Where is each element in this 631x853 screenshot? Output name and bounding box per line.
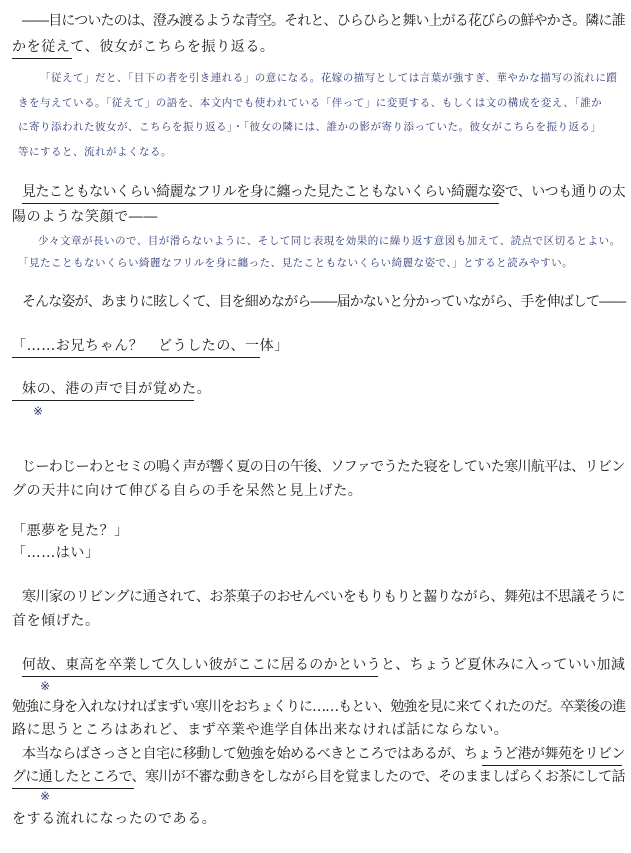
annotation-mark: ※ [33, 404, 44, 418]
editor-note-2-line-1: 少々文章が長いので、目が滑らないように、そして同じ表現を効果的に繰り返す意図も加えて、読点で区切るとよい。 [38, 235, 621, 247]
paragraph-6-line-2: グの天井に向けて伸びる自らの手を呆然と見上げた。 [12, 483, 363, 499]
underline [12, 357, 260, 358]
annotation-mark: ※ [40, 679, 51, 693]
paragraph-9-line-1: 寒川家のリビングに通されて、お茶菓子のおせんべいをもりもりと齧りながら、舞苑は不思議そうに [22, 589, 625, 605]
paragraph-2-line-2: 陽のような笑顔で―― [12, 209, 158, 225]
paragraph-11-line-1: 本当ならばさっさと自宅に移動して勉強を始めるべきところではあるが、ちょうど港が舞苑をリビン [22, 746, 625, 762]
paragraph-10-line-2: 勉強に身を入れなければまずい寒川をおちょくりに……もとい、勉強を見に来てくれたのだ。卒業後の進 [12, 699, 626, 715]
dialogue-line-1: 「……お兄ちゃん？ どうしたの、一体」 [12, 338, 289, 354]
paragraph-11-line-3: をする流れになったのである。 [12, 811, 217, 827]
editor-note-1-line-1: 「従えて」だと、「目下の者を引き連れる」の意になる。花嫁の描写としては言葉が強すぎ、華やかな描写の流れに躓 [40, 72, 618, 84]
annotation-mark: ※ [40, 789, 51, 803]
dialogue-line-3: 「……はい」 [12, 545, 100, 561]
paragraph-1-line-1: ――目についたのは、澄み渡るような青空。それと、ひらひらと舞い上がる花びらの鮮やかさ。隣に誰 [22, 13, 625, 29]
underline [12, 58, 72, 59]
paragraph-10-line-1: 何故、東高を卒業して久しい彼がここに居るのかというと、ちょうど夏休みに入っていい加減 [22, 657, 626, 673]
underline [482, 765, 622, 766]
paragraph-11-line-2: グに通したところで、寒川が不審な動きをしながら目を覚ましたので、そのまましばらくお茶にして話 [12, 769, 625, 785]
editor-note-1-line-3: に寄り添われた彼女が、こちらを振り返る」・「彼女の隣には、誰かの影が寄り添っていた。彼女がこちらを振り返る」 [18, 121, 602, 133]
underline [12, 788, 134, 789]
paragraph-2-line-1: 見たこともないくらい綺麗なフリルを身に纏った見たこともないくらい綺麗な姿で、いつも通りの太 [22, 184, 626, 200]
underline [22, 203, 499, 204]
dialogue-line-2: 「悪夢を見た？」 [12, 523, 129, 539]
editor-note-1-line-4: 等にすると、流れがよくなる。 [18, 146, 172, 158]
paragraph-9-line-2: 首を傾げた。 [12, 613, 100, 629]
editor-note-1-line-2: きを与えている。「従えて」の語を、本文内でも使われている「伴って」に変更する、もしくは文の構成を変え、「誰か [18, 97, 603, 109]
underline [12, 400, 194, 401]
paragraph-6-line-1: じーわじーわとセミの鳴く声が響く夏の日の午後、ソファでうたた寝をしていた寒川航平は、リビン [22, 459, 625, 475]
paragraph-3: そんな姿が、あまりに眩しくて、目を細めながら――届かないと分かっていながら、手を伸ばして―― [22, 294, 626, 310]
paragraph-1-line-2: かを従えて、彼女がこちらを振り返る。 [12, 39, 275, 55]
paragraph-10-line-3: 路に思うところはあれど、まず卒業や進学自体出来なければ話にならない。 [12, 722, 509, 738]
editor-note-2-line-2: 「見たこともないくらい綺麗なフリルを身に纏った、見たこともないくらい綺麗な姿で、」とすると読みやすい。 [18, 257, 574, 269]
underline [22, 676, 378, 677]
paragraph-5: 妹の、港の声で目が覚めた。 [22, 381, 212, 397]
